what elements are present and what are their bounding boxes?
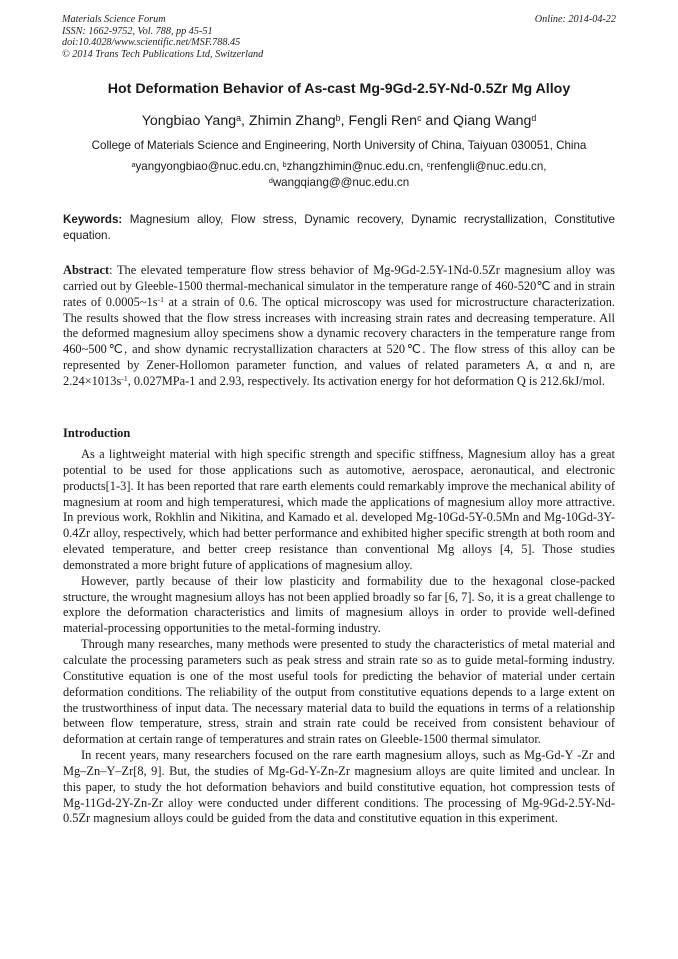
author-sup: a xyxy=(236,113,242,124)
intro-paragraph: In recent years, many researchers focused on the rare earth magnesium alloys, such as Mg-Gd-Y -Zr and Mg–Zn–Y–Zr[8, 9]. But, the studies of Mg-Gd-Y-Zn-Zr magnesium alloys are quite limited and unclear. In this paper, to study the hot deformation behaviors and build constitutive equation, hot compression tests of Mg-11Gd-2Y-Zn-Zr alloy were conducted under different conditions. The processing of Mg-9Gd-2.5Y-Nd-0.5Zr magnesium alloys could be guided from the data and constitutive equation in this experiment. xyxy=(63,748,615,826)
online-date: Online: 2014-04-22 xyxy=(534,14,616,25)
email-list xyxy=(100,159,578,191)
copyright-line: © 2014 Trans Tech Publications Ltd, Switzerland xyxy=(62,48,264,60)
doi-line: doi:10.4028/www.scientific.net/MSF.788.45 xyxy=(62,37,241,49)
email-sup: b xyxy=(282,159,287,169)
email-address[interactable]: zhangzhimin@nuc.edu.cn xyxy=(286,160,421,173)
paper-title: Hot Deformation Behavior of As-cast Mg-9Gd-2.5Y-Nd-0.5Zr Mg Alloy xyxy=(107,81,571,97)
abstract-text: : The elevated temperature flow stress behavior of Mg-9Gd-2.5Y-1Nd-0.5Zr magnesium alloy was carried out by Gleeble-1500 thermal-mechanical simulator in the temperature range of 460-520℃ and in strain rates of 0.0005~1s xyxy=(63,263,615,309)
intro-paragraph: As a lightweight material with high specific strength and specific stiffness, Magnesium alloy has a great potential to be used for those applications such as automotive, aerospace, aeronautical, and electronic products[1-3]. It has been reported that rare earth elements could remarkably improve the mechanical ability of magnesium at room and high temperaturesi, which made the applications of magnesium alloy more attractive. In previous work, Rokhlin and Nikitina, and Kamado et al. developed Mg-10Gd-5Y-0.5Mn and Mg-10Gd-3Y-0.4Zr alloy, respectively, which had better performance and exhibited higher specific strength at both room and elevated temperature, and better creep resistance than conventional Mg alloys [4, 5]. Those studies demonstrated a more bright future of applications of magnesium alloy. xyxy=(63,447,615,572)
email-sup: a xyxy=(131,159,136,169)
abstract-block xyxy=(63,263,615,390)
author-name: Zhimin Zhang xyxy=(248,113,336,129)
author-list xyxy=(0,113,678,129)
author-sep: , xyxy=(340,113,349,129)
author-sup: d xyxy=(531,113,537,124)
issn-line: ISSN: 1662-9752, Vol. 788, pp 45-51 xyxy=(62,25,213,37)
email-sep: , xyxy=(276,160,283,173)
email-address[interactable]: yangyongbiao@nuc.edu.cn xyxy=(135,160,277,173)
abstract-sup: -1 xyxy=(121,374,128,384)
email-sup: c xyxy=(426,159,431,169)
email-address[interactable]: wangqiang@@nuc.edu.cn xyxy=(272,176,410,189)
intro-paragraph: Through many researches, many methods were presented to study the characteristics of metal material and calculate the processing parameters such as peak stress and strain rate so as to guide metal-forming industry. Constitutive equation is one of the most useful tools for predicting the behavior of material under certain deformation conditions. The reliability of the output from constitutive equations depends to a large extent on the trustworthiness of input data. The necessary material data to build the equations in terms of a relationship between flow temperature, stress, strain and strain rate could be received from consistent behaviour of deformation at certain range of temperatures and strain rates on Gleeble-1500 thermal simulator. xyxy=(63,637,615,747)
author-name: Fengli Ren xyxy=(348,113,418,129)
email-sep: , xyxy=(420,160,427,173)
introduction-body xyxy=(63,447,615,827)
keywords-label: Keywords: xyxy=(63,213,123,226)
author-sep: and xyxy=(421,113,454,129)
author-sep: , xyxy=(241,113,249,129)
email-address[interactable]: renfengli@nuc.edu.cn xyxy=(430,160,544,173)
abstract-text: , 0.027MPa-1 and 2.93, respectively. Its activation energy for hot deformation Q is 212.6kJ/mol. xyxy=(127,373,605,388)
abstract-text: at a strain of 0.6. The optical microscopy was used for microstructure characterization. The results showed that the flow stress increases with increasing strain rates and decreasing temperature. All the deformed magnesium alloy specimens show a dynamic recovery characters in the temperature range from 460~500℃, and show dynamic recrystallization characters at 520℃. The flow stress of this alloy can be represented by Zener-Hollomon parameter function, and values of related parameters A, α and n, are 2.24×1013s xyxy=(63,294,615,388)
introduction-heading: Introduction xyxy=(63,426,131,440)
email-sep: , xyxy=(543,160,547,173)
abstract-label: Abstract xyxy=(63,263,110,277)
email-sup: d xyxy=(268,175,273,185)
keywords-block xyxy=(63,212,615,243)
keywords-text: Magnesium alloy, Flow stress, Dynamic recovery, Dynamic recrystallization, Constitutive equation. xyxy=(63,213,615,242)
journal-header xyxy=(62,14,263,60)
author-sup: b xyxy=(335,113,341,124)
intro-paragraph: However, partly because of their low plasticity and formability due to the hexagonal close-packed structure, the wrought magnesium alloys has not been applied broadly so far [6, 7]. So, it is a great challenge to explore the deformation characteristics and limits of magnesium alloys in order to provide well-defined material-processing opportunities to the metal-forming industry. xyxy=(63,573,615,636)
author-name: Qiang Wang xyxy=(453,113,532,129)
affiliation: College of Materials Science and Engineering, North University of China, Taiyuan 030051, China xyxy=(91,139,587,152)
author-name: Yongbiao Yang xyxy=(141,113,237,129)
author-sup: c xyxy=(417,113,422,124)
abstract-sup: -1 xyxy=(157,295,164,305)
journal-name: Materials Science Forum xyxy=(62,14,166,25)
